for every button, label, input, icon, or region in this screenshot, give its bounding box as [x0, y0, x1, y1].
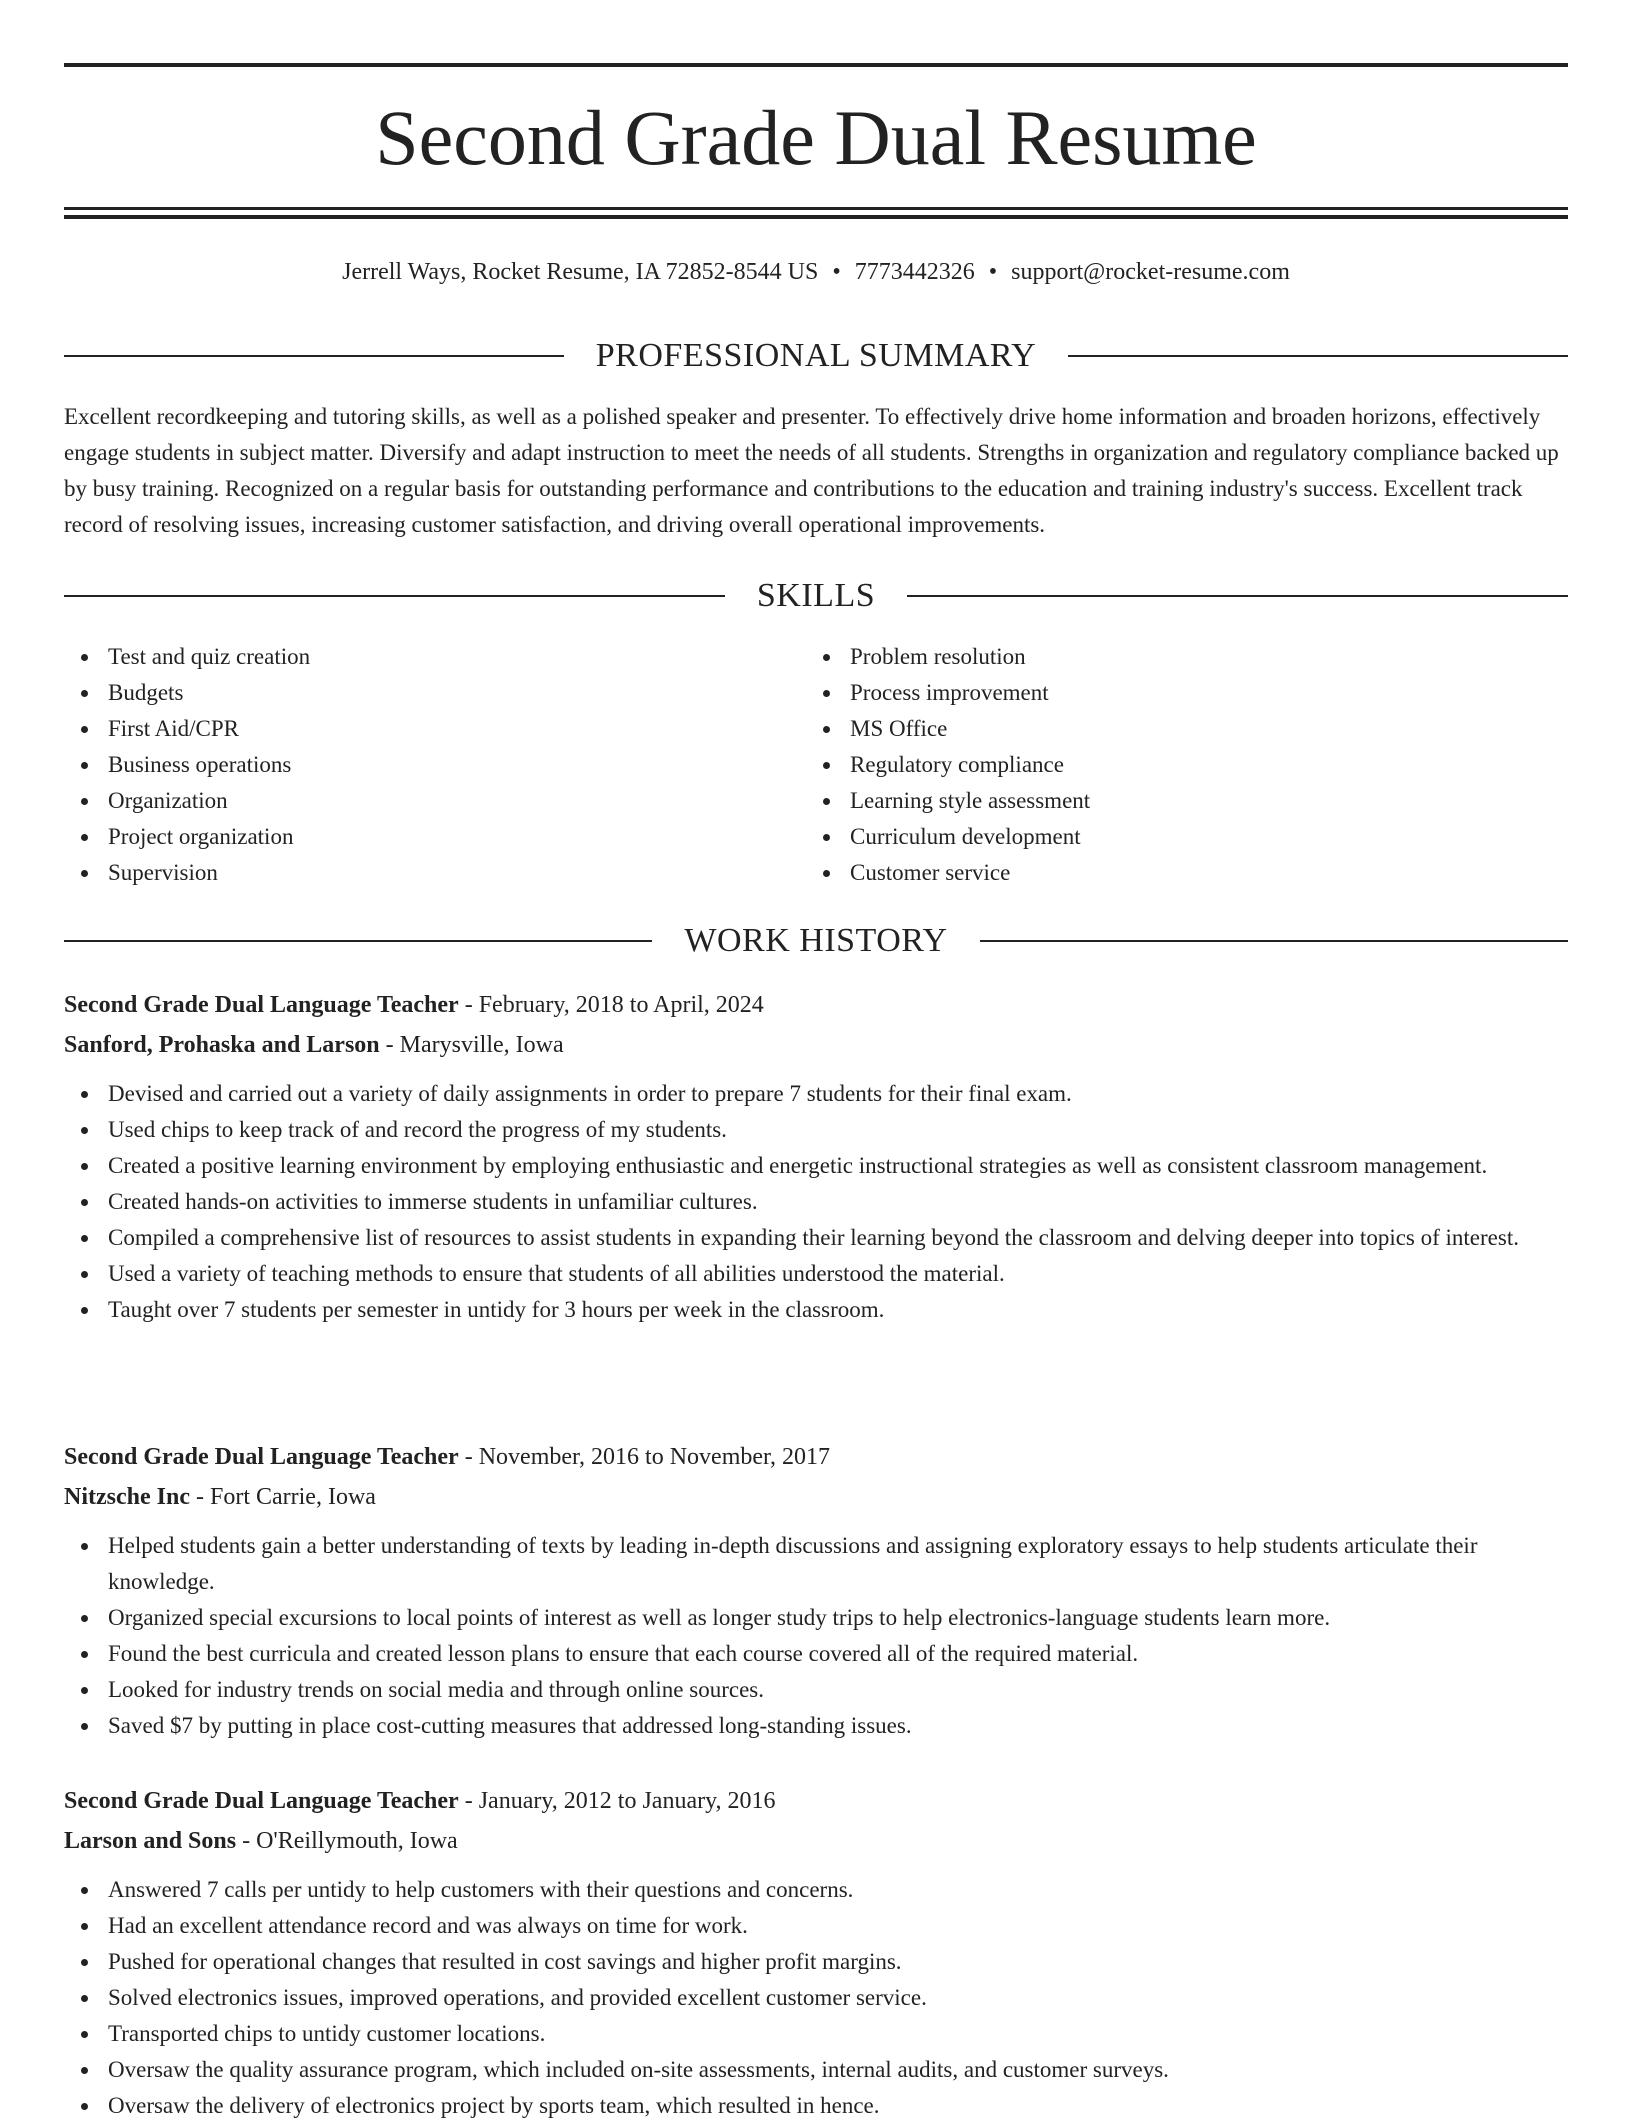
resume-title: Second Grade Dual Resume	[375, 94, 1257, 181]
contact-separator: •	[832, 259, 841, 285]
job-bullet: Solved electronics issues, improved operations, and provided excellent customer service.	[64, 1980, 1568, 2016]
job-bullet: Pushed for operational changes that resulted in cost savings and higher profit margins.	[64, 1944, 1568, 1980]
job-bullet: Used chips to keep track of and record the progress of my students.	[64, 1112, 1568, 1148]
job-bullet: Organized special excursions to local points of interest as well as longer study trips to help electronics-language students learn more.	[64, 1600, 1568, 1636]
section-title: SKILLS	[756, 577, 876, 614]
job-bullet: Devised and carried out a variety of daily assignments in order to prepare 7 students for their final exam.	[64, 1076, 1568, 1112]
professional-summary: Excellent recordkeeping and tutoring skills, as well as a polished speaker and presenter. To effectively drive home information and broaden horizons, effectively engage students in subject matter. Diversify and adapt instruction to meet the needs of all students. Strengths in organization and regulatory compliance backed up by busy training. Recognized on a regular basis for outstanding performance and contributions to the education and training industry's success. Excellent track record of resolving issues, increasing customer satisfaction, and driving overall operational improvements.	[64, 404, 1559, 537]
job-title: Second Grade Dual Language Teacher	[64, 1788, 459, 1814]
job-dates: January, 2012 to January, 2016	[478, 1788, 776, 1814]
job-bullet: Oversaw the delivery of electronics project by sports team, which resulted in hence.	[64, 2088, 1568, 2124]
section-rule	[64, 595, 725, 597]
contact-phone: 7773442326	[854, 259, 975, 285]
job-bullet: Taught over 7 students per semester in untidy for 3 hours per week in the classroom.	[64, 1292, 1568, 1328]
job-bullet: Compiled a comprehensive list of resources to assist students in expanding their learning beyond the classroom and delving deeper into topics of interest.	[64, 1220, 1568, 1256]
job-separator: -	[189, 1484, 210, 1510]
job-bullet: Saved $7 by putting in place cost-cutting measures that addressed long-standing issues.	[64, 1708, 1568, 1744]
title-rule-lower	[64, 215, 1568, 219]
contact-line	[64, 255, 1568, 289]
job-title-line	[64, 1781, 1568, 1821]
top-rule	[64, 63, 1568, 67]
job-separator: -	[458, 1444, 479, 1470]
job-bullet: Helped students gain a better understanding of texts by leading in-depth discussions and assigning exploratory essays to help students articulate their knowledge.	[64, 1528, 1568, 1600]
job-bullet: Looked for industry trends on social media and through online sources.	[64, 1672, 1568, 1708]
skill-item: Process improvement	[806, 675, 1506, 711]
job-separator: -	[236, 1828, 257, 1854]
work-entry	[64, 1781, 1568, 2124]
job-bullet: Had an excellent attendance record and was always on time for work.	[64, 1908, 1568, 1944]
job-dates: February, 2018 to April, 2024	[478, 992, 764, 1018]
job-separator: -	[458, 1788, 479, 1814]
skill-item: Project organization	[64, 819, 764, 855]
job-bullet: Oversaw the quality assurance program, which included on-site assessments, internal audits, and customer surveys.	[64, 2052, 1568, 2088]
job-separator: -	[458, 992, 479, 1018]
skill-item: Budgets	[64, 675, 764, 711]
job-title-line	[64, 1437, 1568, 1477]
skills-list-right	[806, 639, 1506, 891]
skill-item: Test and quiz creation	[64, 639, 764, 675]
section-rule	[1068, 355, 1568, 357]
job-bullet: Created a positive learning environment by employing enthusiastic and energetic instructional strategies as well as consistent classroom management.	[64, 1148, 1568, 1184]
skill-item: Learning style assessment	[806, 783, 1506, 819]
section-title: PROFESSIONAL SUMMARY	[595, 337, 1037, 374]
skill-item: Regulatory compliance	[806, 747, 1506, 783]
skill-item: First Aid/CPR	[64, 711, 764, 747]
section-title: WORK HISTORY	[684, 922, 948, 959]
job-bullets	[64, 1076, 1568, 1328]
job-bullet: Created hands-on activities to immerse students in unfamiliar cultures.	[64, 1184, 1568, 1220]
section-heading-skills	[64, 576, 1568, 616]
skills-list-left	[64, 639, 764, 891]
job-dates: November, 2016 to November, 2017	[478, 1444, 831, 1470]
skill-item: Customer service	[806, 855, 1506, 891]
job-title-line	[64, 985, 1568, 1025]
skill-item: Curriculum development	[806, 819, 1506, 855]
job-title: Second Grade Dual Language Teacher	[64, 992, 459, 1018]
job-company: Nitzsche Inc	[64, 1484, 190, 1510]
section-rule	[907, 595, 1568, 597]
job-bullet: Used a variety of teaching methods to ensure that students of all abilities understood the material.	[64, 1256, 1568, 1292]
job-title: Second Grade Dual Language Teacher	[64, 1444, 459, 1470]
section-rule	[64, 940, 652, 942]
work-entry	[64, 1437, 1568, 1744]
job-company-line	[64, 1025, 1568, 1065]
skill-item: Problem resolution	[806, 639, 1506, 675]
section-rule	[64, 355, 564, 357]
contact-email: support@rocket-resume.com	[1011, 259, 1290, 285]
section-rule	[980, 940, 1568, 942]
skill-item: Business operations	[64, 747, 764, 783]
job-bullets	[64, 1528, 1568, 1744]
job-bullet: Found the best curricula and created lesson plans to ensure that each course covered all of the required material.	[64, 1636, 1568, 1672]
section-heading-work	[64, 921, 1568, 961]
title-rule-upper	[64, 207, 1568, 210]
skill-item: MS Office	[806, 711, 1506, 747]
job-company: Larson and Sons	[64, 1828, 237, 1854]
job-company-line	[64, 1477, 1568, 1517]
work-entry	[64, 985, 1568, 1328]
skill-item: Supervision	[64, 855, 764, 891]
contact-address: Jerrell Ways, Rocket Resume, IA 72852-8544 US	[342, 259, 819, 285]
job-company: Sanford, Prohaska and Larson	[64, 1032, 380, 1058]
job-separator: -	[379, 1032, 400, 1058]
job-bullet: Transported chips to untidy customer locations.	[64, 2016, 1568, 2052]
section-heading-summary	[64, 336, 1568, 376]
contact-separator: •	[988, 259, 998, 285]
job-bullets	[64, 1872, 1568, 2124]
job-location: Fort Carrie, Iowa	[209, 1484, 376, 1510]
skill-item: Organization	[64, 783, 764, 819]
job-company-line	[64, 1821, 1568, 1861]
job-location: O'Reillymouth, Iowa	[256, 1828, 458, 1854]
job-bullet: Answered 7 calls per untidy to help customers with their questions and concerns.	[64, 1872, 1568, 1908]
job-location: Marysville, Iowa	[399, 1032, 564, 1058]
